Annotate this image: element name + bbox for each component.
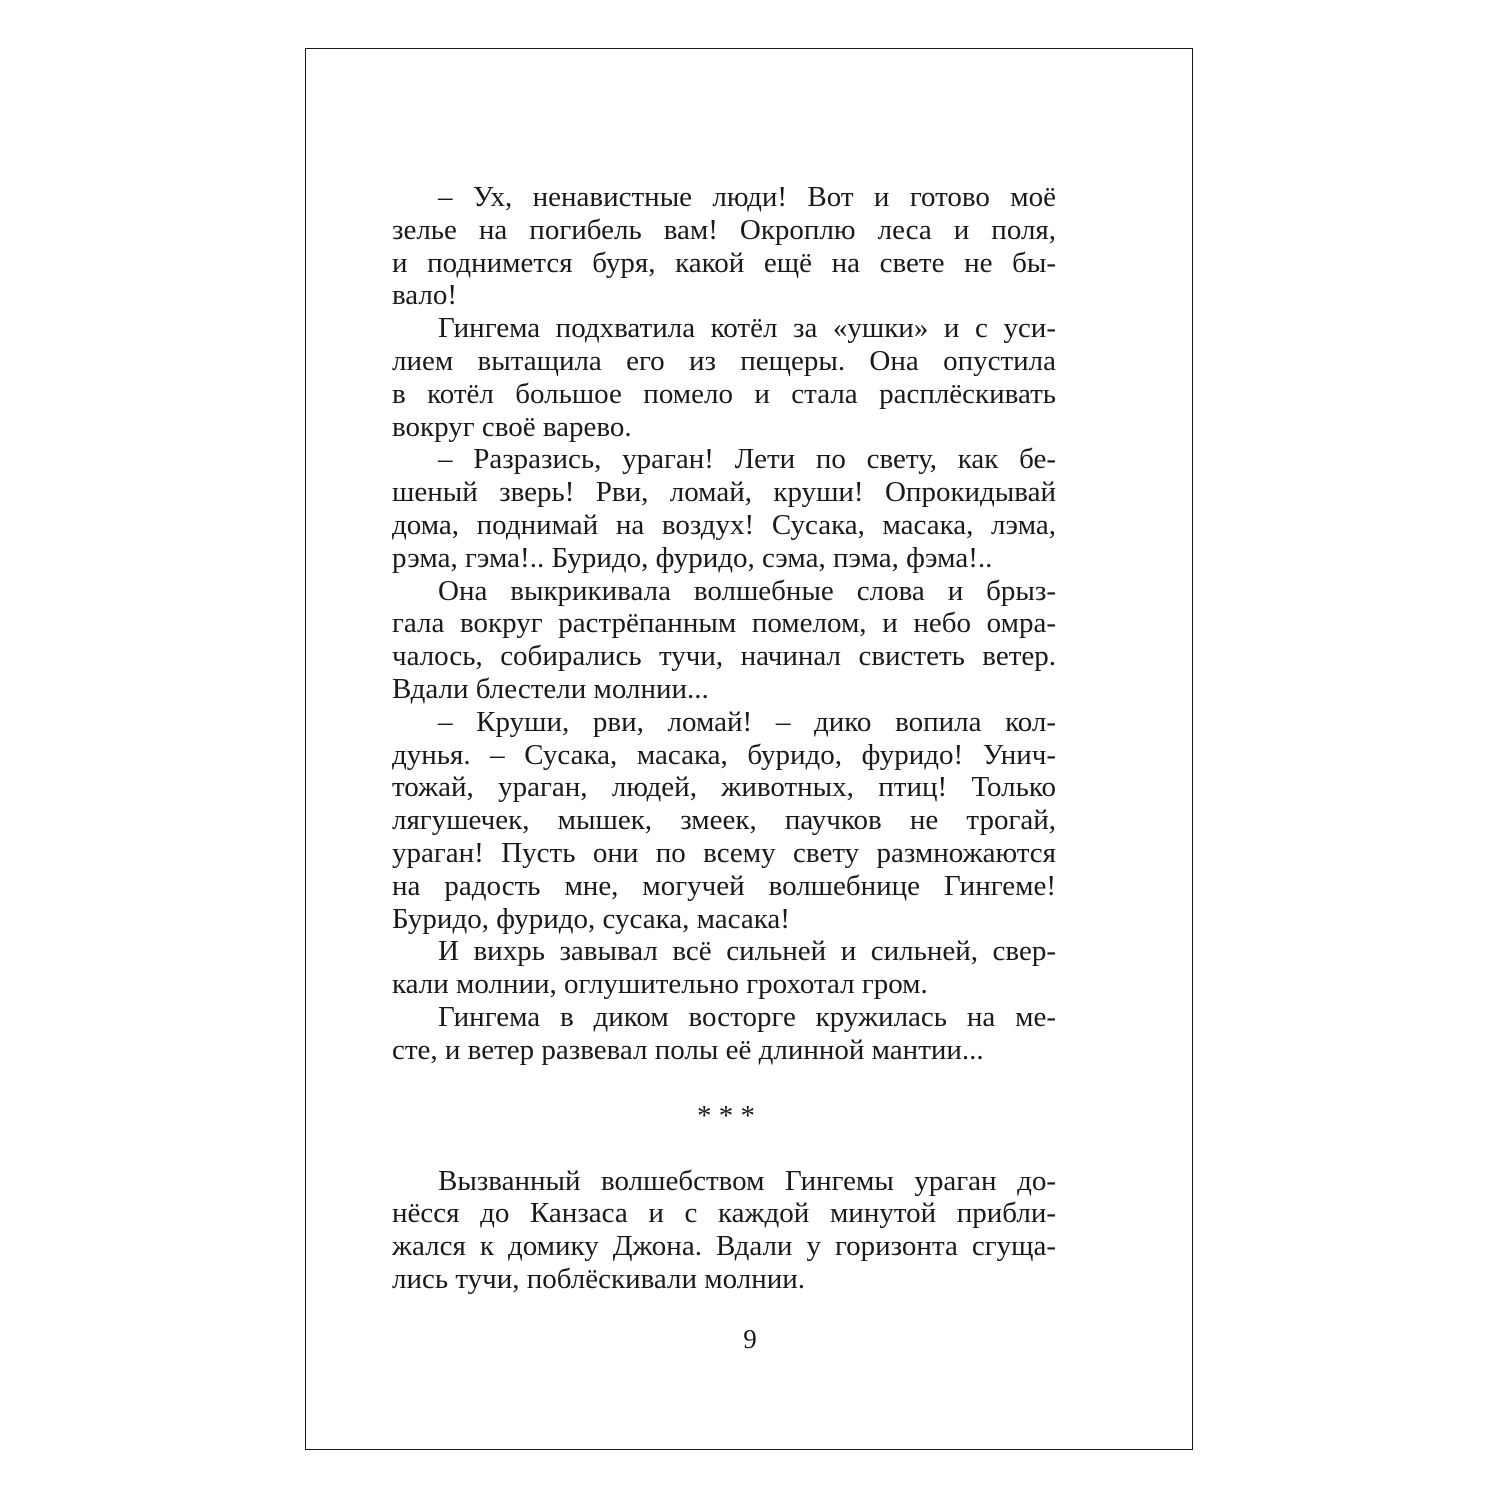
text-line: на радость мне, могучей волшебнице Гингеме! — [392, 869, 1056, 902]
section-separator: * * * — [697, 1099, 755, 1132]
text-block — [392, 181, 1056, 1296]
text-line: Она выкрикивала волшебные слова и брыз- — [438, 574, 1056, 607]
text-line: Гингема подхватила котёл за «ушки» и с уси- — [438, 312, 1056, 345]
text-line: ураган! Пусть они по всему свету размножаются — [392, 836, 1056, 869]
paragraph — [392, 1001, 1056, 1067]
paragraphs-before-separator — [392, 181, 1056, 1067]
text-line: зелье на погибель вам! Окроплю леса и поля, — [392, 213, 1056, 246]
paragraph — [392, 575, 1056, 706]
text-line: И вихрь завывал всё сильней и сильней, свер- — [438, 935, 1056, 968]
text-line: Вдали блестели молнии... — [392, 672, 709, 705]
paragraph — [392, 706, 1056, 936]
text-line: лись тучи, поблёскивали молнии. — [392, 1262, 806, 1295]
text-line: Гингема в диком восторге кружилась на ме- — [438, 1000, 1056, 1033]
text-line: вокруг своё варево. — [392, 410, 632, 443]
text-line: сте, и ветер развевал полы её длинной мантии... — [392, 1033, 984, 1066]
text-line: гала вокруг растрёпанным помелом, и небо омра- — [392, 607, 1056, 640]
text-line: – Разразись, ураган! Лети по свету, как бе- — [438, 443, 1056, 476]
text-line: вало! — [392, 279, 458, 312]
text-line: Вызванный волшебством Гингемы ураган до- — [438, 1164, 1056, 1197]
text-line: – Круши, рви, ломай! – дико вопила кол- — [438, 705, 1056, 738]
text-line: жался к домику Джона. Вдали у горизонта сгуща- — [392, 1230, 1056, 1263]
text-line: нёсся до Канзаса и с каждой минутой прибли- — [392, 1197, 1056, 1230]
text-line: лием вытащила его из пещеры. Она опустила — [392, 344, 1056, 377]
paragraphs-after-separator — [392, 1165, 1056, 1296]
paragraph — [392, 443, 1056, 574]
text-line: кали молнии, оглушительно грохотал гром. — [392, 968, 928, 1001]
text-line: и поднимется буря, какой ещё на свете не бы- — [392, 246, 1056, 279]
paragraph — [392, 935, 1056, 1001]
text-line: в котёл большое помело и стала расплёскивать — [392, 377, 1056, 410]
paragraph — [392, 181, 1056, 312]
text-line: тожай, ураган, людей, животных, птиц! Только — [392, 771, 1056, 804]
paragraph — [392, 312, 1056, 443]
text-line: шеный зверь! Рви, ломай, круши! Опрокидывай — [392, 476, 1056, 509]
text-line: – Ух, ненавистные люди! Вот и готово моё — [438, 181, 1056, 213]
text-line: чалось, собирались тучи, начинал свистеть ветер. — [392, 640, 1056, 673]
paragraph — [392, 1165, 1056, 1296]
text-line: дома, поднимай на воздух! Сусака, масака, лэма, — [392, 508, 1056, 541]
text-line: лягушечек, мышек, змеек, паучков не трогай, — [392, 804, 1056, 837]
text-line: Буридо, фуридо, сусака, масака! — [392, 902, 790, 935]
text-line: дунья. – Сусака, масака, буридо, фуридо! Унич- — [392, 738, 1056, 771]
text-line: рэма, гэма!.. Буридо, фуридо, сэма, пэма, фэма!.. — [392, 541, 993, 574]
page-number: 9 — [743, 1324, 757, 1354]
